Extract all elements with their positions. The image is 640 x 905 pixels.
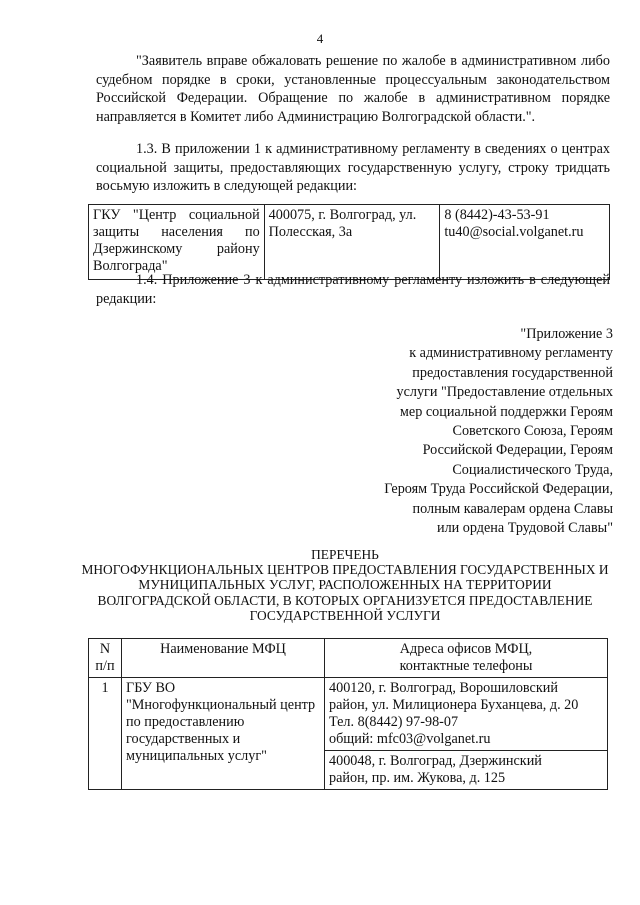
office-phone: 8 (8442)-43-53-91 (444, 207, 550, 223)
office-1-cell (325, 678, 608, 751)
office-1-line: 400120, г. Волгоград, Ворошиловский (329, 680, 558, 696)
office-2-line: район, пр. им. Жукова, д. 125 (329, 770, 506, 786)
list-heading-line: ВОЛГОГРАДСКОЙ ОБЛАСТИ, В КОТОРЫХ ОРГАНИЗУЕТСЯ ПРЕДОСТАВЛЕНИЕ (97, 592, 593, 608)
table-header-row (89, 639, 608, 678)
office-address-cell: 400075, г. Волгоград, ул. Полесская, 3а (264, 205, 440, 280)
appendix-caption (330, 325, 613, 538)
office-email: tu40@social.volganet.ru (444, 224, 584, 240)
header-number-line: N (99, 641, 111, 657)
header-name: Наименование МФЦ (122, 639, 325, 678)
header-number (89, 639, 122, 678)
list-heading-line: МНОГОФУНКЦИОНАЛЬНЫХ ЦЕНТРОВ ПРЕДОСТАВЛЕНИЯ ГОСУДАРСТВЕННЫХ И (81, 562, 609, 578)
mfc-name-line: по предоставлению (126, 714, 245, 730)
table-row (89, 205, 610, 280)
office-1-line: район, ул. Милиционера Буханцева, д. 20 (329, 697, 579, 713)
office-1-email: общий: mfc03@volganet.ru (329, 731, 491, 747)
appendix-line: предоставления государственной (412, 364, 613, 381)
appendix-line: к административному регламенту (409, 345, 613, 362)
appendix-line: Социалистического Труда, (452, 461, 613, 478)
mfc-table (88, 638, 608, 790)
appendix-line: Российской Федерации, Героям (422, 442, 613, 459)
mfc-name-line: муниципальных услуг" (126, 748, 267, 764)
list-heading-line: МУНИЦИПАЛЬНЫХ УСЛУГ, РАСПОЛОЖЕННЫХ НА ТЕРРИТОРИИ (138, 577, 552, 593)
list-heading-line: ГОСУДАРСТВЕННОЙ УСЛУГИ (249, 607, 441, 623)
social-center-table (88, 204, 610, 280)
office-contacts-cell (440, 205, 610, 280)
appendix-line: полным кавалерам ордена Славы (412, 500, 613, 517)
header-address (325, 639, 608, 678)
mfc-name-line: ГБУ ВО (126, 680, 176, 696)
appendix-line: "Приложение 3 (520, 326, 613, 342)
mfc-name-line: "Многофункциональный центр (126, 697, 316, 713)
row-number: 1 (89, 678, 122, 790)
header-address-line: контактные телефоны (399, 658, 533, 674)
table-row (89, 678, 608, 751)
office-name-cell: ГКУ "Центр социальной защиты населения по Дзержинскому району Волгограда" (89, 205, 265, 280)
office-2-cell (325, 751, 608, 790)
header-number-line: п/п (95, 658, 115, 674)
appendix-line: мер социальной поддержки Героям (399, 403, 613, 420)
list-heading-title: ПЕРЕЧЕНЬ (311, 547, 379, 562)
office-1-phone: Тел. 8(8442) 97-98-07 (329, 714, 459, 730)
amendment-1-4-paragraph: 1.4. Приложение 3 к административному регламенту изложить в следующей редакции: (96, 272, 610, 307)
appendix-line: услуги "Предоставление отдельных (396, 384, 613, 401)
office-2-line: 400048, г. Волгоград, Дзержинский (329, 753, 542, 769)
appendix-line: или ордена Трудовой Славы" (436, 520, 613, 537)
header-address-line: Адреса офисов МФЦ, (399, 641, 533, 657)
complaint-paragraph: "Заявитель вправе обжаловать решение по жалобе в административном либо судебном порядке в сроки, установленные процессуальным законодательством Российской Федерации. Обращение по жалобе в административном порядке направляется в Комитет либо Администрацию Волгоградской области.". (96, 53, 610, 125)
appendix-line: Советского Союза, Героям (452, 423, 613, 440)
appendix-line: Героям Труда Российской Федерации, (384, 481, 613, 498)
page-number: 4 (316, 31, 324, 46)
mfc-name-cell (122, 678, 325, 790)
list-heading (80, 547, 610, 623)
amendment-1-3-paragraph: 1.3. В приложении 1 к административному регламенту в сведениях о центрах социальной защиты, предоставляющих государственную услугу, строку тридцать восьмую изложить в следующей редакции: (96, 141, 610, 195)
mfc-name-line: государственных и (126, 731, 241, 747)
